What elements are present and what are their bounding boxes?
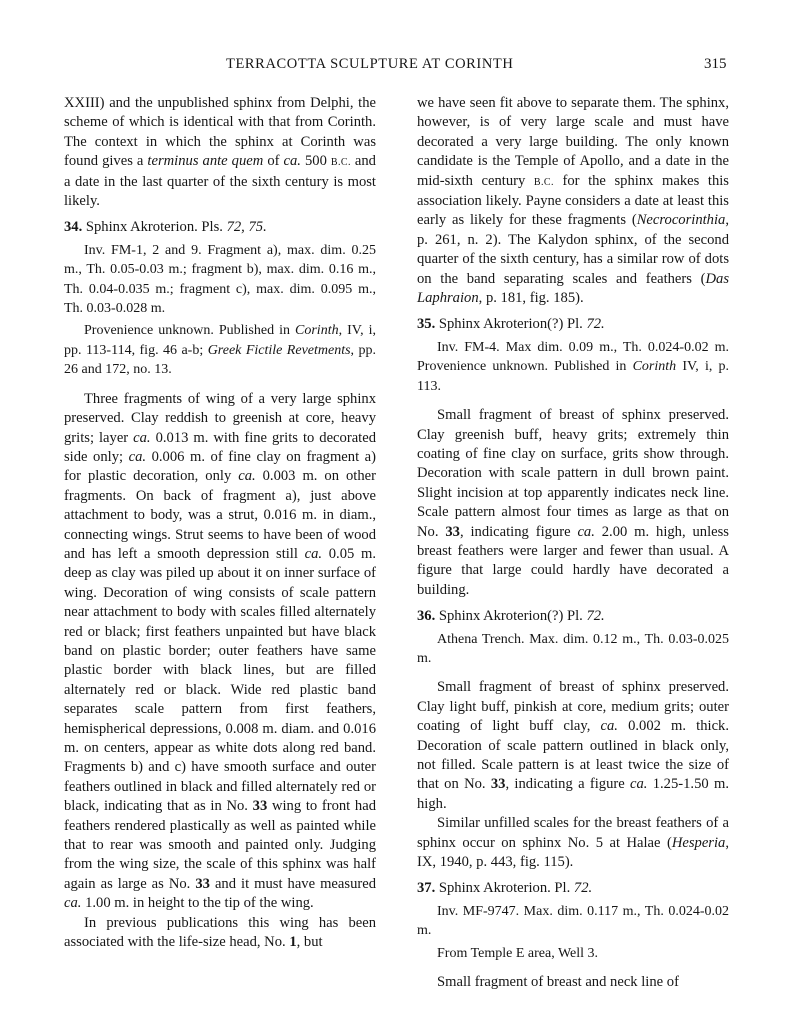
running-title: TERRACOTTA SCULPTURE AT CORINTH <box>226 56 514 72</box>
entry-heading-36: 36. Sphinx Akroterion(?) Pl. 72. <box>417 608 605 625</box>
entry-heading-37: 37. Sphinx Akroterion. Pl. 72. <box>417 880 593 897</box>
left-column <box>64 94 376 952</box>
findspot-37: From Temple E area, Well 3. <box>437 945 599 961</box>
inventory-36: Athena Trench. Max. dim. 0.12 m., Th. 0.03-0.025 m. <box>417 631 729 666</box>
description-37: Small fragment of breast and neck line of <box>437 974 679 991</box>
description-35: Small fragment of breast of sphinx preserved. Clay greenish buff, heavy grits; extremely thin coating of fine clay on surface, grits show through. Decoration with scale pattern in dull brown paint. Slight incision at top apparently indicates neck line. Scale pattern almost four times as large as that on No. 33, indicating figure ca. 2.00 m. high, unless breast feathers were larger and fewer than usual. A figure that large could hardly have decorated a building. <box>417 407 729 598</box>
paragraph-continuation: XXIII) and the unpublished sphinx from Delphi, the scheme of which is identical with that from Corinth. The context in which the sphinx at Corinth was found gives a terminus ante quem of ca. 500 B.C. and a date in the last quarter of the sixth century is most likely. <box>64 95 376 210</box>
page-number: 315 <box>704 56 727 72</box>
description-36: Small fragment of breast of sphinx preserved. Clay light buff, pinkish at core, medium grits; outer coating of light buff clay, ca. 0.002 m. thick. Decoration of scale pattern outlined in black only, not filled. Scale pattern is at least twice the size of that on No. 33, indicating a figure ca. 1.25-1.50 m. high. <box>417 679 729 812</box>
inventory-37: Inv. MF-9747. Max. dim. 0.117 m., Th. 0.024-0.02 m. <box>417 903 729 939</box>
previous-publications-paragraph: In previous publications this wing has been associated with the life-size head, No. 1, but <box>64 914 376 951</box>
entry-heading-35: 35. Sphinx Akroterion(?) Pl. 72. <box>417 316 605 333</box>
provenience-34: Provenience unknown. Published in Corinth, IV, i, pp. 113-114, fig. 46 a-b; Greek Fictile Revetments, pp. 26 and 172, no. 13. <box>64 323 376 378</box>
description-34: Three fragments of wing of a very large sphinx preserved. Clay reddish to greenish at core, heavy grits; layer ca. 0.013 m. with fine grits to decorated side only; ca. 0.006 m. of fine clay on fragment a) for plastic decoration, only ca. 0.003 m. on other fragments. On back of fragment a), just above attachment to body, was a strut, 0.016 m. in diam., connecting wings. Strut seems to have been of wood and has left a smooth depression still ca. 0.05 m. deep as clay was piled up about it on inner surface of wing. Decoration of wing consists of scale pattern near attachment to body with scales filled alternately red or black; first feathers unpainted but have black band on plastic border; outer feathers have same plastic border with black lines, but are filled alternately red or black. Wide red plastic band separates scale pattern from first feathers, hemispherical depressions, 0.008 m. diam. and 0.016 m. on centers, appear as white dots along red band. Fragments b) and c) have smooth surface and outer feathers outlined in black and filled alternately red or black, indicating that as in No. 33 wing to front had feathers rendered plastically as well as painted while that to rear was smooth and painted only. Judging from the wing size, the scale of this sphinx was half again as large as No. 33 and it must have measured ca. 1.00 m. in height to the tip of the wing. <box>64 390 377 912</box>
inventory-35: Inv. FM-4. Max dim. 0.09 m., Th. 0.024-0.02 m. Provenience unknown. Published in Corinth IV, i, p. 113. <box>417 339 730 394</box>
inventory-34: Inv. FM-1, 2 and 9. Fragment a), max. dim. 0.25 m., Th. 0.05-0.03 m.; fragment b), max. dim. 0.16 m., Th. 0.04-0.035 m.; fragment c), max. dim. 0.095 m., Th. 0.03-0.028 m. <box>64 242 376 317</box>
right-column <box>417 94 729 992</box>
comparison-paragraph: Similar unfilled scales for the breast feathers of a sphinx occur on sphinx No. 5 at Halae (Hesperia, IX, 1940, p. 443, fig. 115). <box>417 815 729 871</box>
entry-heading-34: 34. Sphinx Akroterion. Pls. 72, 75. <box>64 219 267 236</box>
paragraph-continuation-right: we have seen fit above to separate them. The sphinx, however, is of very large scale and must have decorated a very large building. The only known candidate is the Temple of Apollo, and a date in the mid-sixth century B.C. for the sphinx makes this association likely. Payne considers a date at least this early as likely for these fragments (Necrocorinthia, p. 261, n. 2). The Kalydon sphinx, of the second quarter of the sixth century, has a similar row of dots on the band separating scales and feathers (Das Laphraion, p. 181, fig. 185). <box>417 95 729 307</box>
page-header <box>0 54 794 84</box>
